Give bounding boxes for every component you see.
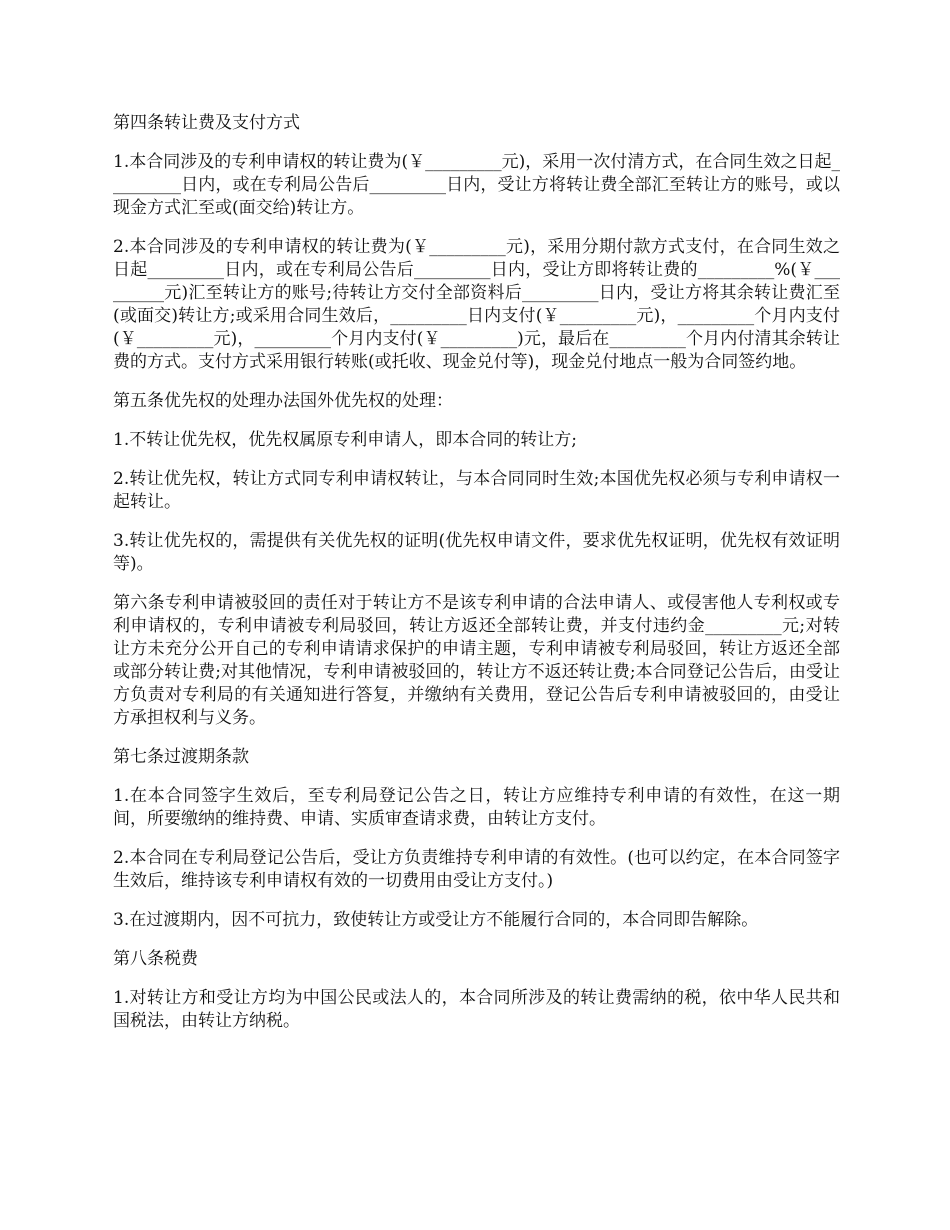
article-8-heading: 第八条税费 (113, 949, 198, 969)
article-4-heading: 第四条转让费及支付方式 (113, 113, 300, 133)
article-5-clause-1: 1.不转让优先权，优先权属原专利申请人，即本合同的转让方; (113, 430, 577, 450)
article-8-clause-1: 1.对转让方和受让方均为中国公民或法人的，本合同所涉及的转让费需纳的税，依中华人民共和国税法，由转让方纳税。 (113, 988, 840, 1031)
article-7-clause-3: 3.在过渡期内，因不可抗力，致使转让方或受让方不能履行合同的，本合同即告解除。 (113, 910, 759, 930)
article-5-clause-2: 2.转让优先权，转让方式同专利申请权转让，与本合同同时生效;本国优先权必须与专利申请权一起转让。 (113, 469, 840, 512)
article-5-clause-3: 3.转让优先权的，需提供有关优先权的证明(优先权申请文件，要求优先权证明，优先权有效证明等)。 (113, 531, 840, 574)
article-6-paragraph: 第六条专利申请被驳回的责任对于转让方不是该专利申请的合法申请人、或侵害他人专利权或专利申请权的，专利申请被专利局驳回，转让方返还全部转让费，并支付违约金_________元;对转让方未充分公开自己的专利申请请求保护的申请主题，专利申请被专利局驳回，转让方返还全部或部分转让费;对其他情况，专利申请被驳回的，转让方不返还转让费;本合同登记公告后，由受让方负责对专利局的有关通知进行答复，并缴纳有关费用，登记公告后专利申请被驳回的，由受让方承担权利与义务。 (113, 593, 840, 728)
article-4-clause-1: 1.本合同涉及的专利申请权的转让费为(￥_________元)，采用一次付清方式，在合同生效之日起_________日内，或在专利局公告后_________日内，受让方将转让费全部汇至转让方的账号，或以现金方式汇至或(面交给)转让方。 (113, 152, 840, 218)
article-4-clause-2: 2.本合同涉及的专利申请权的转让费为(￥_________元)，采用分期付款方式支付，在合同生效之日起_________日内，或在专利局公告后_________日内，受让方即将转让费的_________%(￥_________元)汇至转让方的账号;待转让方交付全部资料后_________日内，受让方将其余转让费汇至(或面交)转让方;或采用合同生效后，_________日内支付(￥_________元)，_________个月内支付(￥_________元)，_________个月内支付(￥_________)元，最后在_________个月内付清其余转让费的方式。支付方式采用银行转账(或托收、现金兑付等)，现金兑付地点一般为合同签约地。 (113, 237, 840, 372)
article-5-heading: 第五条优先权的处理办法国外优先权的处理： (113, 391, 453, 411)
article-7-heading: 第七条过渡期条款 (113, 747, 249, 767)
article-7-clause-2: 2.本合同在专利局登记公告后，受让方负责维持专利申请的有效性。(也可以约定，在本合同签字生效后，维持该专利申请权有效的一切费用由受让方支付。) (113, 848, 840, 891)
article-7-clause-1: 1.在本合同签字生效后，至专利局登记公告之日，转让方应维持专利申请的有效性，在这一期间，所要缴纳的维持费、申请、实质审查请求费，由转让方支付。 (113, 786, 840, 829)
document-page (113, 112, 840, 1049)
